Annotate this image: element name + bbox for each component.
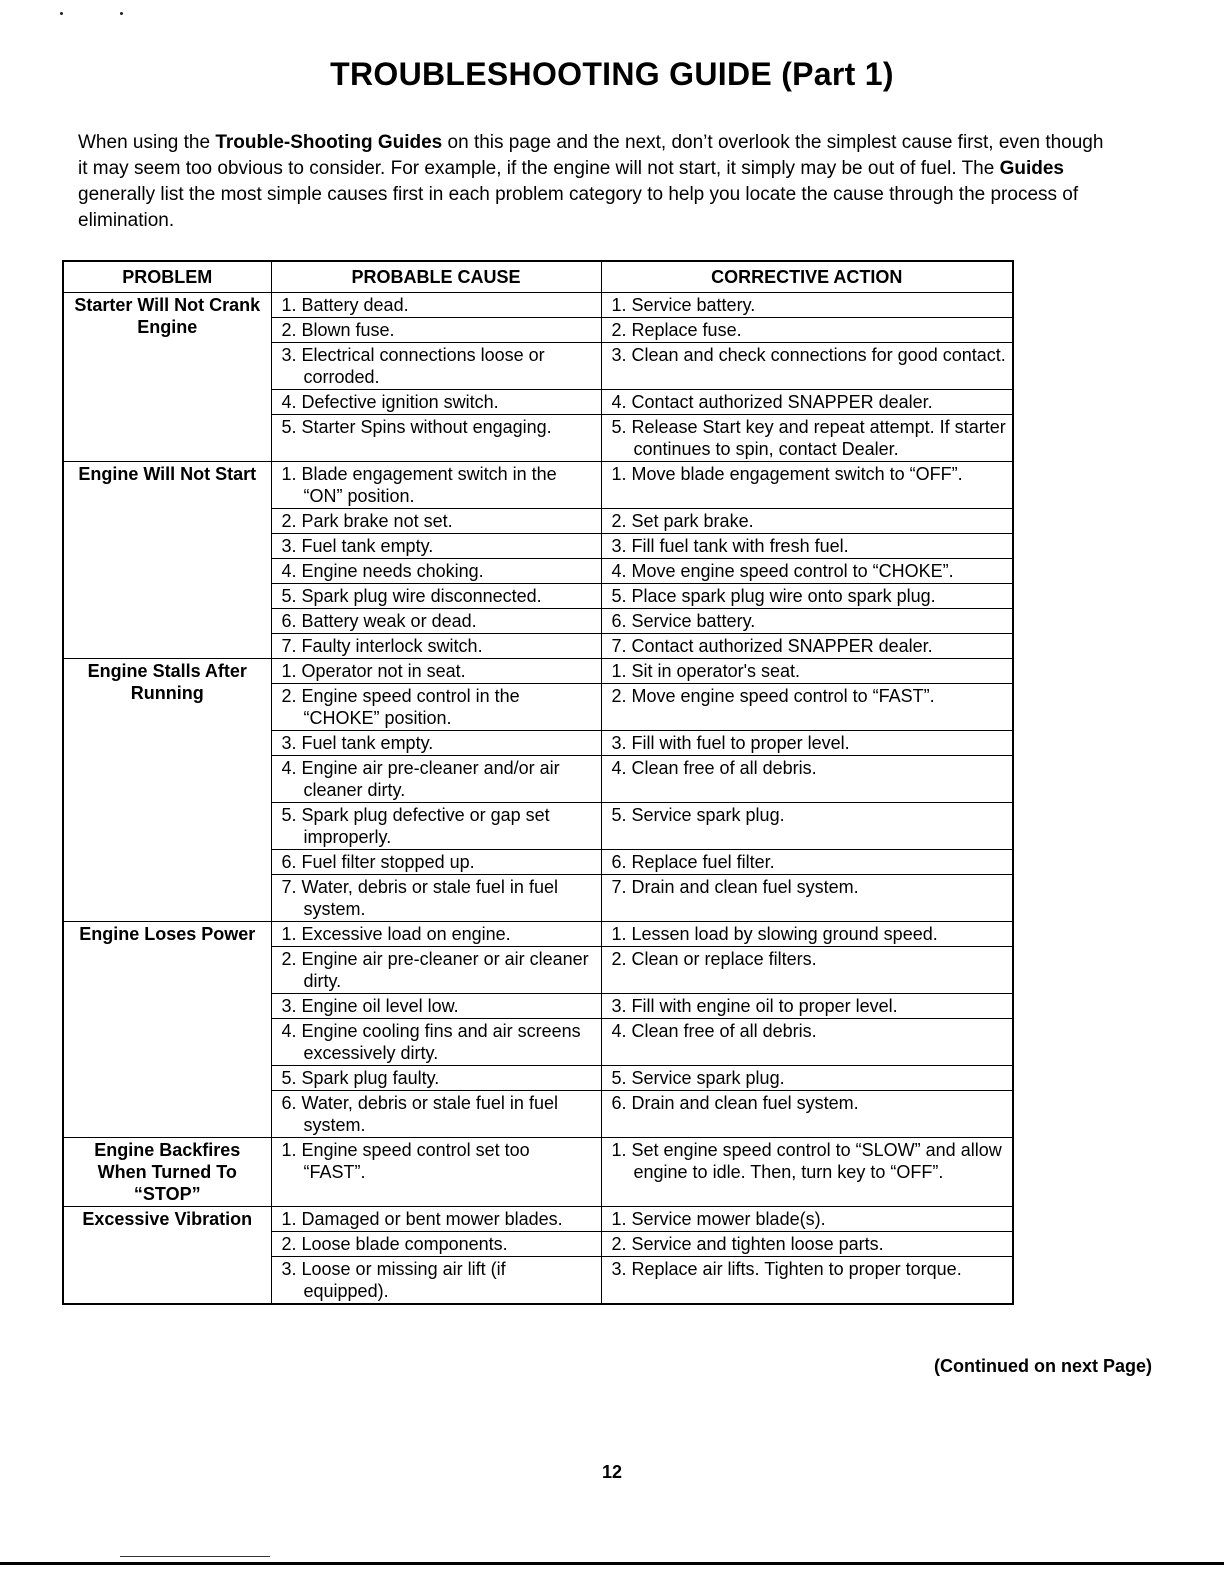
action-cell [601,803,1013,850]
continued-note: (Continued on next Page) [934,1356,1152,1376]
action-cell [601,947,1013,994]
cause-text: 3. Engine oil level low. [281,996,459,1016]
action-text: 1. Move blade engagement switch to “OFF”. [611,464,963,484]
cause-cell [271,1019,601,1066]
action-text: 6. Service battery. [611,611,756,631]
action-cell [601,731,1013,756]
action-text: 1. Service battery. [611,295,756,315]
cause-cell [271,509,601,534]
action-text: 5. Release Start key and repeat attempt. If starter continues to spin, contact Dealer. [611,417,1006,459]
cause-cell [271,1257,601,1305]
intro-text: When using the [78,132,216,153]
cause-text: 2. Blown fuse. [281,320,395,340]
table-row [63,462,1013,509]
cause-text: 7. Faulty interlock switch. [281,636,483,656]
action-text: 2. Set park brake. [611,511,754,531]
cause-text: 5. Spark plug faulty. [281,1068,440,1088]
cause-text: 1. Damaged or bent mower blades. [281,1209,563,1229]
cause-cell [271,415,601,462]
problem-cell: Engine Stalls After Running [63,659,271,922]
action-cell [601,559,1013,584]
table-row [63,659,1013,684]
page-number: 12 [601,1462,623,1482]
cause-text: 2. Loose blade components. [281,1234,508,1254]
header-corrective-action: CORRECTIVE ACTION [601,261,1013,293]
cause-cell [271,1138,601,1207]
action-text: 2. Service and tighten loose parts. [611,1234,884,1254]
cause-text: 1. Blade engagement switch in the “ON” position. [281,464,557,506]
table-row [63,922,1013,947]
cause-text: 2. Park brake not set. [281,511,453,531]
cause-text: 5. Spark plug defective or gap set improperly. [281,805,550,847]
action-text: 1. Service mower blade(s). [611,1209,826,1229]
action-text: 3. Fill with engine oil to proper level. [611,996,898,1016]
cause-cell [271,318,601,343]
action-cell [601,318,1013,343]
cause-cell [271,1207,601,1232]
action-cell [601,875,1013,922]
header-problem: PROBLEM [63,261,271,293]
cause-text: 4. Engine air pre-cleaner and/or air cleaner dirty. [281,758,560,800]
action-cell [601,584,1013,609]
cause-cell [271,922,601,947]
cause-text: 1. Battery dead. [281,295,409,315]
table-body [63,293,1013,1305]
cause-text: 3. Electrical connections loose or corroded. [281,345,545,387]
action-text: 4. Move engine speed control to “CHOKE”. [611,561,954,581]
cause-text: 5. Spark plug wire disconnected. [281,586,542,606]
cause-text: 4. Engine needs choking. [281,561,484,581]
action-text: 4. Clean free of all debris. [611,1021,817,1041]
action-cell [601,1019,1013,1066]
action-cell [601,659,1013,684]
action-text: 3. Fill fuel tank with fresh fuel. [611,536,849,556]
action-cell [601,684,1013,731]
problem-cell: Starter Will Not Crank Engine [63,293,271,462]
troubleshooting-table [62,260,1014,1305]
action-cell [601,462,1013,509]
cause-text: 2. Engine air pre-cleaner or air cleaner dirty. [281,949,589,991]
problem-cell: Excessive Vibration [63,1207,271,1305]
action-cell [601,415,1013,462]
cause-text: 6. Fuel filter stopped up. [281,852,475,872]
cause-cell [271,803,601,850]
table-header-row [63,261,1013,293]
intro-text: generally list the most simple causes first in each problem category to help you locate the cause through the process of elimination. [78,184,1079,231]
intro-paragraph [78,130,1118,234]
action-cell [601,634,1013,659]
cause-cell [271,293,601,318]
table-row [63,1207,1013,1232]
cause-cell [271,850,601,875]
cause-cell [271,756,601,803]
action-text: 6. Replace fuel filter. [611,852,775,872]
cause-text: 4. Engine cooling fins and air screens excessively dirty. [281,1021,581,1063]
cause-cell [271,659,601,684]
scan-edge-line [120,1556,270,1557]
cause-text: 6. Battery weak or dead. [281,611,477,631]
action-cell [601,534,1013,559]
action-cell [601,293,1013,318]
cause-text: 7. Water, debris or stale fuel in fuel system. [281,877,558,919]
cause-text: 5. Starter Spins without engaging. [281,417,552,437]
cause-text: 6. Water, debris or stale fuel in fuel system. [281,1093,558,1135]
cause-cell [271,559,601,584]
problem-cell: Engine Will Not Start [63,462,271,659]
cause-cell [271,1066,601,1091]
action-text: 4. Contact authorized SNAPPER dealer. [611,392,933,412]
action-cell [601,1138,1013,1207]
scan-speck [60,12,63,15]
cause-text: 1. Engine speed control set too “FAST”. [281,1140,530,1182]
cause-cell [271,947,601,994]
action-cell [601,1091,1013,1138]
cause-cell [271,390,601,415]
cause-cell [271,731,601,756]
intro-emphasis: Trouble-Shooting Guides [215,132,443,153]
action-cell [601,994,1013,1019]
cause-cell [271,1232,601,1257]
action-cell [601,343,1013,390]
header-probable-cause: PROBABLE CAUSE [271,261,601,293]
cause-cell [271,343,601,390]
problem-cell: Engine Backfires When Turned To “STOP” [63,1138,271,1207]
action-text: 5. Service spark plug. [611,805,785,825]
action-text: 5. Place spark plug wire onto spark plug. [611,586,936,606]
action-cell [601,850,1013,875]
scan-edge-line [0,1562,1224,1565]
cause-cell [271,684,601,731]
action-text: 3. Fill with fuel to proper level. [611,733,850,753]
action-text: 2. Replace fuse. [611,320,742,340]
cause-text: 3. Loose or missing air lift (if equipped). [281,1259,506,1301]
action-cell [601,922,1013,947]
cause-text: 4. Defective ignition switch. [281,392,499,412]
action-text: 2. Clean or replace filters. [611,949,817,969]
action-cell [601,390,1013,415]
cause-text: 3. Fuel tank empty. [281,536,434,556]
action-text: 7. Drain and clean fuel system. [611,877,859,897]
cause-cell [271,609,601,634]
action-text: 7. Contact authorized SNAPPER dealer. [611,636,933,656]
table-row [63,1138,1013,1207]
intro-text: on this page and the next, don’t overlook the simplest cause first, even though it may seem too obvious to consider. For example, if the engine will not start, it simply may be out of fuel. The [78,132,1104,179]
intro-emphasis: Guides [999,158,1064,179]
action-cell [601,609,1013,634]
action-text: 4. Clean free of all debris. [611,758,817,778]
action-text: 1. Lessen load by slowing ground speed. [611,924,938,944]
scan-speck [120,12,123,15]
action-text: 2. Move engine speed control to “FAST”. [611,686,935,706]
problem-cell: Engine Loses Power [63,922,271,1138]
cause-text: 3. Fuel tank empty. [281,733,434,753]
cause-cell [271,1091,601,1138]
action-cell [601,1207,1013,1232]
cause-cell [271,584,601,609]
cause-cell [271,994,601,1019]
action-cell [601,509,1013,534]
action-text: 1. Set engine speed control to “SLOW” and allow engine to idle. Then, turn key to “OFF”. [611,1140,1002,1182]
action-text: 5. Service spark plug. [611,1068,785,1088]
action-cell [601,1257,1013,1305]
action-cell [601,756,1013,803]
cause-text: 2. Engine speed control in the “CHOKE” position. [281,686,520,728]
cause-cell [271,634,601,659]
table-row [63,293,1013,318]
action-text: 6. Drain and clean fuel system. [611,1093,859,1113]
action-text: 3. Replace air lifts. Tighten to proper torque. [611,1259,962,1279]
cause-cell [271,875,601,922]
action-cell [601,1232,1013,1257]
action-cell [601,1066,1013,1091]
cause-cell [271,462,601,509]
cause-text: 1. Excessive load on engine. [281,924,511,944]
page-title: TROUBLESHOOTING GUIDE (Part 1) [330,56,894,92]
action-text: 1. Sit in operator's seat. [611,661,801,681]
cause-cell [271,534,601,559]
cause-text: 1. Operator not in seat. [281,661,466,681]
action-text: 3. Clean and check connections for good contact. [611,345,1006,365]
